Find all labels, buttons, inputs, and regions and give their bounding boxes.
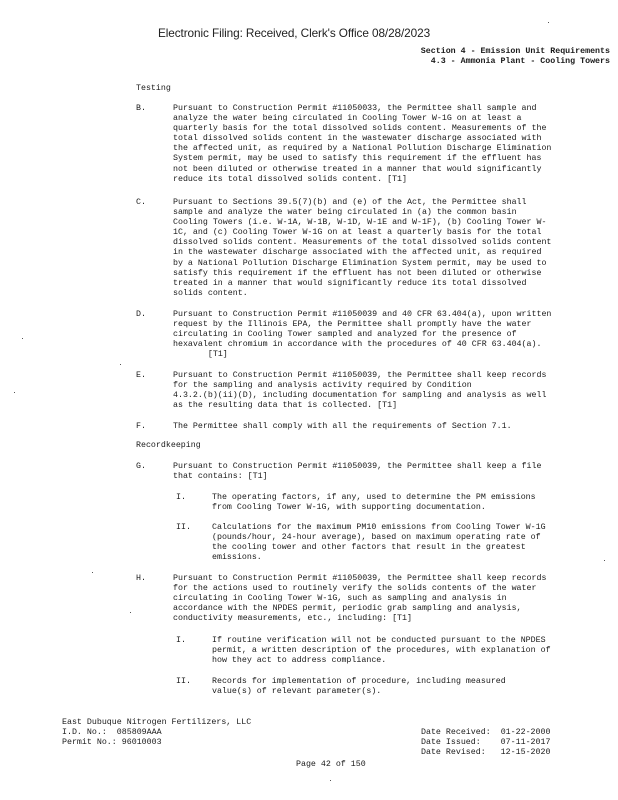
item-g-label: G. xyxy=(136,462,146,471)
scan-speck xyxy=(14,392,15,393)
item-c-text: Pursuant to Sections 39.5(7)(b) and (e) of the Act, the Permittee shall sample and analyze the water being circulated in (a) the common basin Cooling Towers (i.e. W-1A, W-1B, W-1D, W-1E and W-1F), (b) Cooling Tower W- 1C, and (c) Cooling Tower W-1G on at least a quarterly basis for the total dissolved solids content. Measurements of the total dissolved solids content in the wastewater discharge associated with the affected unit, as required by a National Pollution Discharge Elimination System permit, may be used to satisfy this requirement if the effluent has not been diluted or otherwise treated in a manner that would significantly reduce its total dissolved solids content. xyxy=(173,198,552,298)
scan-speck xyxy=(330,780,331,781)
scan-speck xyxy=(130,612,131,613)
scan-speck xyxy=(92,572,93,573)
item-g-text: Pursuant to Construction Permit #11050039, the Permittee shall keep a file that contains: [T1] xyxy=(173,462,542,482)
section-header xyxy=(421,47,610,67)
item-g-sub1-text: The operating factors, if any, used to determine the PM emissions from Cooling Tower W-1G, with supporting documentation. xyxy=(212,493,536,513)
footer-issued-value: 07-11-2017 xyxy=(500,738,551,748)
item-g-sub2-text: Calculations for the maximum PM10 emissions from Cooling Tower W-1G (pounds/hour, 24-hour average), based on maximum operating rate of the cooling tower and other factors that result in the greatest emissions. xyxy=(212,523,546,563)
item-f-text: The Permittee shall comply with all the requirements of Section 7.1. xyxy=(173,422,512,431)
footer-issued-label: Date Issued: xyxy=(421,738,481,748)
section-header-line1: Section 4 - Emission Unit Requirements xyxy=(420,47,610,56)
item-h-sub1-text: If routine verification will not be conducted pursuant to the NPDES permit, a written description of the procedures, with explanation of how they act to address compliance. xyxy=(212,636,551,666)
footer-id-label: I.D. No.: xyxy=(62,728,107,738)
item-e-label: E. xyxy=(136,371,146,380)
testing-heading: Testing xyxy=(136,84,171,93)
footer-permit-value: 96010003 xyxy=(121,738,162,748)
footer-id-value: 085809AAA xyxy=(116,728,162,738)
footer-dates xyxy=(421,728,550,758)
footer-received-value: 01-22-2000 xyxy=(500,728,551,737)
item-d-text: Pursuant to Construction Permit #11050039 and 40 CFR 63.404(a), upon written request by the Illinois EPA, the Permittee shall promptly have the water circulating in Cooling Tower sampled and analyzed for the presence of hexavalent chromium in accordance with the procedures of 40 CFR 63.404(a). [T1] xyxy=(173,310,552,360)
scan-speck xyxy=(604,560,605,561)
footer-facility-info xyxy=(62,718,251,748)
item-h-sub1-label: I. xyxy=(176,636,186,645)
item-h-label: H. xyxy=(136,574,146,583)
footer-revised-label: Date Revised: xyxy=(421,748,486,758)
item-h-text: Pursuant to Construction Permit #11050039, the Permittee shall keep records for the actions used to routinely verify the solids contents of the water circulating in Cooling Tower W-1G, such as sampling and analysis in accordance with the NPDES permit, periodic grab sampling and analysis, conductivity measurements, etc., including: [T1] xyxy=(173,574,547,624)
efiling-stamp: Electronic Filing: Received, Clerk's Office 08/28/2023 xyxy=(158,26,431,40)
scan-speck xyxy=(120,364,121,365)
item-d-label: D. xyxy=(136,310,146,319)
scan-speck xyxy=(22,338,23,339)
item-c-label: C. xyxy=(136,198,146,207)
item-b-text: Pursuant to Construction Permit #11050033, the Permittee shall sample and analyze the water being circulated in Cooling Tower W-1G on at least a quarterly basis for the total dissolved solids content. Measurements of the total dissolved solids content in the wastewater discharge associated with the affected unit, as required by a National Pollution Discharge Elimination System permit, may be used to satisfy this requirement if the effluent has not been diluted or otherwise treated in a manner that would significantly reduce its total dissolved solids content. [T1] xyxy=(173,104,552,184)
item-b-label: B. xyxy=(136,104,146,113)
item-f-label: F. xyxy=(136,422,146,431)
recordkeeping-heading: Recordkeeping xyxy=(136,441,201,450)
page-number: Page 42 of 150 xyxy=(296,760,366,769)
scan-speck xyxy=(548,22,549,23)
item-g-sub2-label: II. xyxy=(176,523,191,532)
section-header-line2: 4.3 - Ammonia Plant - Cooling Towers xyxy=(430,57,610,67)
footer-received-label: Date Received: xyxy=(421,728,491,737)
footer-revised-value: 12-15-2020 xyxy=(500,748,551,758)
footer-company: East Dubuque Nitrogen Fertilizers, LLC xyxy=(62,718,252,727)
item-e-text: Pursuant to Construction Permit #11050039, the Permittee shall keep records for the sampling and analysis activity required by Condition 4.3.2.(b)(ii)(D), including documentation for sampling and analysis as well as the resulting data that is collected. [T1] xyxy=(173,371,547,411)
item-h-sub2-text: Records for implementation of procedure, including measured value(s) of relevant parameter(s). xyxy=(212,677,506,697)
item-h-sub2-label: II. xyxy=(176,677,191,686)
footer-permit-label: Permit No.: xyxy=(62,738,117,748)
item-g-sub1-label: I. xyxy=(176,493,186,502)
